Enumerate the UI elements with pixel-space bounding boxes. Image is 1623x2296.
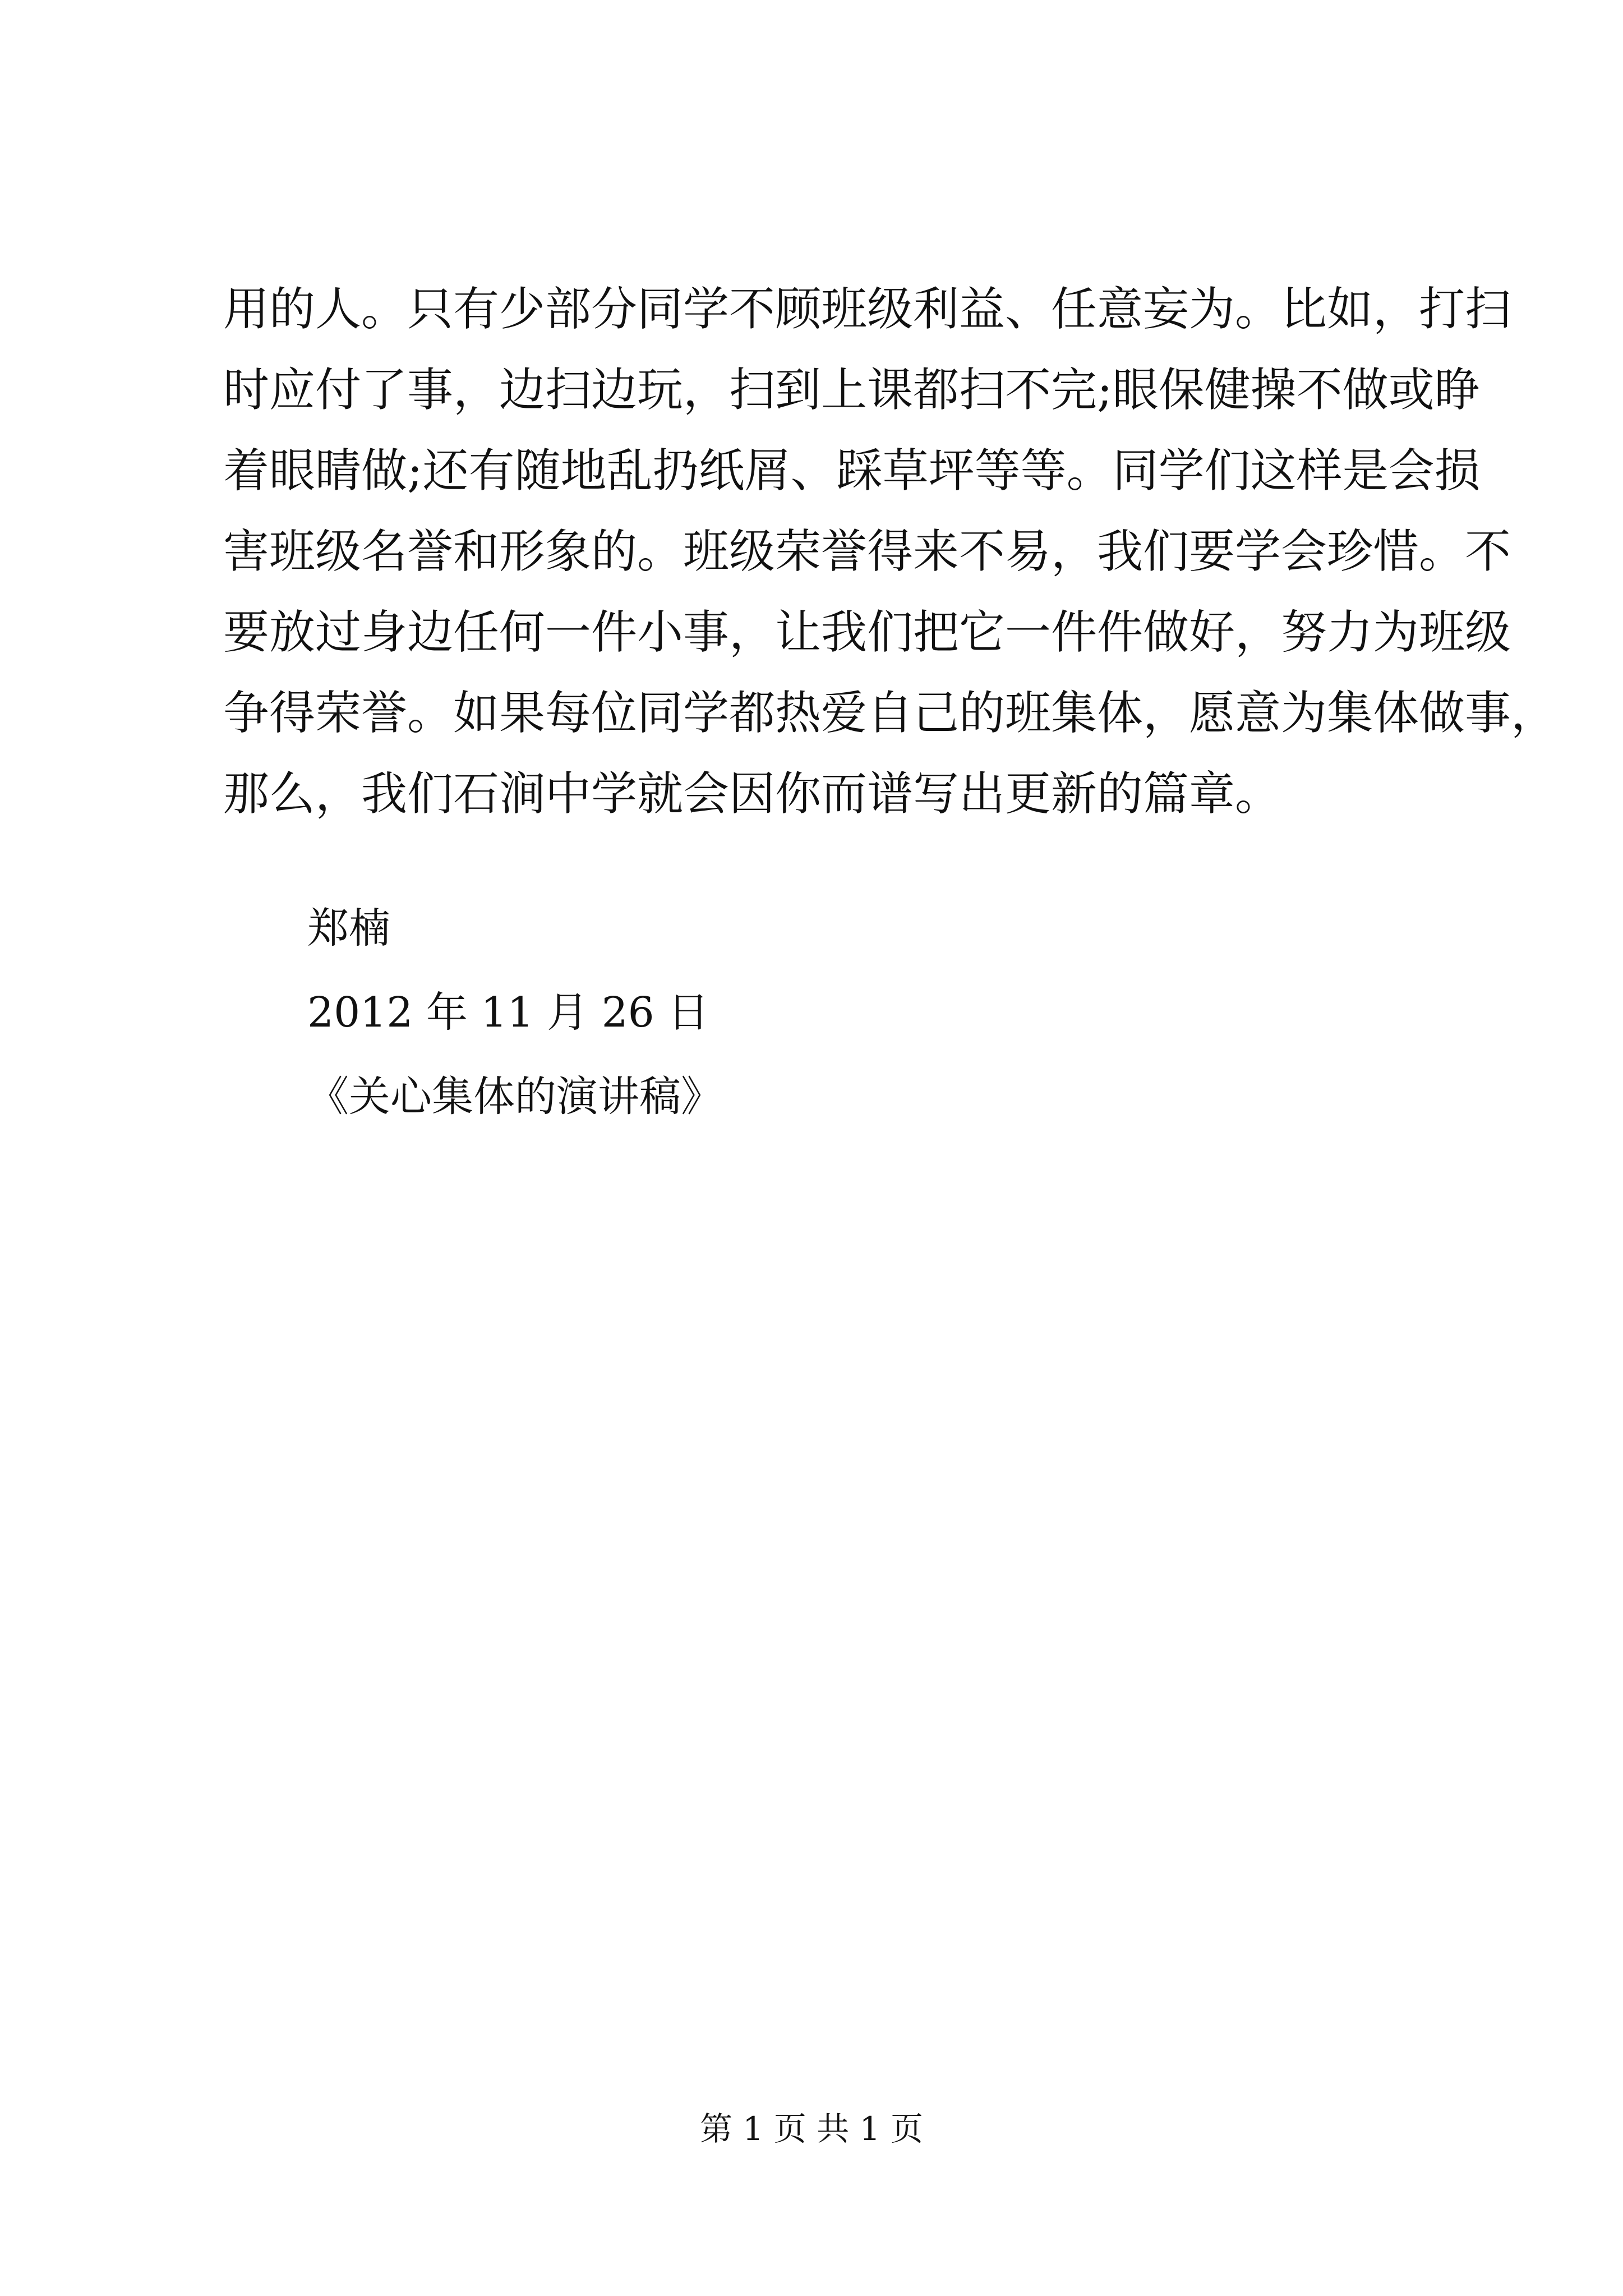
- paragraph-line: 着眼睛做;还有随地乱扔纸屑、踩草坪等等。同学们这样是会损: [223, 444, 1481, 498]
- paragraph-line: 那么，我们石涧中学就会因你而谱写出更新的篇章。: [223, 767, 1281, 821]
- paragraph-line: 用的人。只有少部分同学不顾班级利益、任意妄为。比如，打扫: [223, 283, 1511, 336]
- page-number: 第 1 页 共 1 页: [700, 2110, 923, 2148]
- paragraph-line: 害班级名誉和形象的。班级荣誉得来不易，我们要学会珍惜。不: [223, 525, 1511, 578]
- document-date: 2012 年 11 月 26 日: [307, 988, 709, 1037]
- page-footer: [0, 2106, 1623, 2151]
- signature-block: [307, 886, 722, 1139]
- author-name: 郑楠: [307, 904, 390, 953]
- paragraph-line: 要放过身边任何一件小事，让我们把它一件件做好，努力为班级: [223, 606, 1511, 659]
- paragraph-line: 争得荣誉。如果每位同学都热爱自己的班集体，愿意为集体做事，: [223, 687, 1557, 740]
- speech-paragraph: [223, 269, 1557, 835]
- document-title: 《关心集体的演讲稿》: [307, 1073, 722, 1121]
- paragraph-line: 时应付了事，边扫边玩，扫到上课都扫不完;眼保健操不做或睁: [223, 364, 1481, 417]
